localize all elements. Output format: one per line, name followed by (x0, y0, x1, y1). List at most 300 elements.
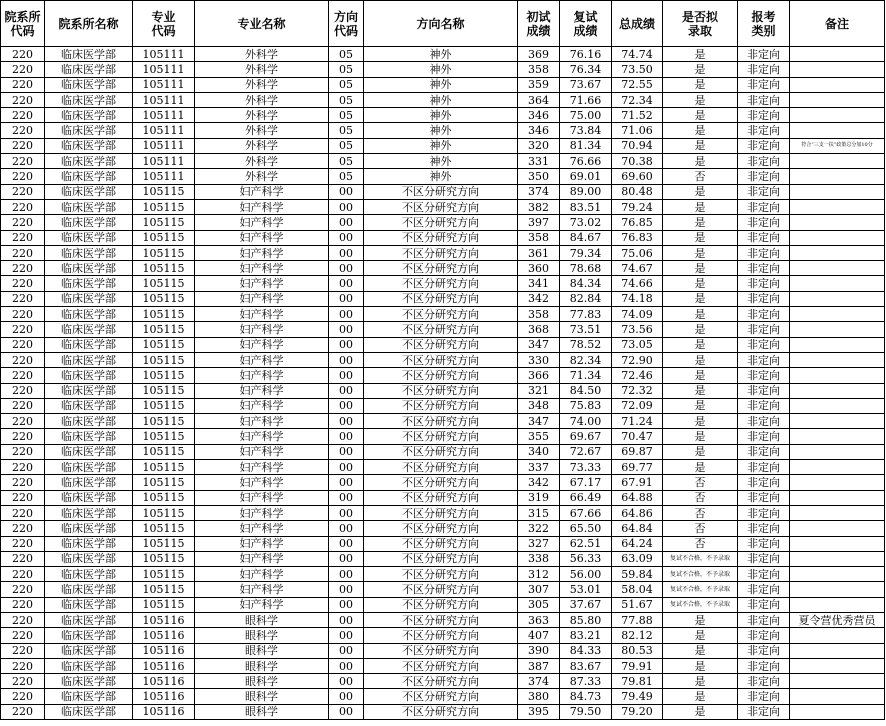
cell-remark (790, 62, 885, 77)
table-row (1, 199, 885, 214)
table-row (1, 505, 885, 520)
cell-direction-code: 00 (329, 689, 364, 704)
cell-major-name: 眼科学 (195, 704, 329, 719)
cell-major-code: 105115 (133, 536, 195, 551)
cell-apply-type: 非定向 (738, 47, 790, 62)
cell-initial-score: 312 (518, 567, 560, 582)
cell-major-name: 眼科学 (195, 628, 329, 643)
cell-direction-name: 神外 (364, 47, 518, 62)
cell-apply-type: 非定向 (738, 597, 790, 612)
cell-major-code: 105116 (133, 628, 195, 643)
cell-dept-name: 临床医学部 (45, 429, 133, 444)
table-body (1, 47, 885, 720)
cell-remark (790, 460, 885, 475)
cell-remark (790, 47, 885, 62)
cell-initial-score: 307 (518, 582, 560, 597)
cell-initial-score: 319 (518, 490, 560, 505)
cell-initial-score: 331 (518, 154, 560, 169)
cell-total-score: 64.86 (612, 505, 663, 520)
cell-major-code: 105115 (133, 521, 195, 536)
cell-dept-code: 220 (1, 444, 45, 459)
cell-direction-name: 神外 (364, 62, 518, 77)
table-row (1, 322, 885, 337)
cell-dept-code: 220 (1, 184, 45, 199)
cell-initial-score: 348 (518, 398, 560, 413)
cell-retest-score: 71.66 (560, 92, 612, 107)
cell-dept-name: 临床医学部 (45, 628, 133, 643)
cell-apply-type: 非定向 (738, 276, 790, 291)
cell-dept-name: 临床医学部 (45, 184, 133, 199)
cell-remark (790, 567, 885, 582)
cell-major-code: 105111 (133, 169, 195, 184)
cell-remark (790, 337, 885, 352)
cell-admit-status: 是 (663, 414, 738, 429)
cell-dept-name: 临床医学部 (45, 505, 133, 520)
cell-major-code: 105115 (133, 337, 195, 352)
cell-remark (790, 307, 885, 322)
cell-major-code: 105115 (133, 444, 195, 459)
cell-direction-code: 00 (329, 230, 364, 245)
table-row (1, 383, 885, 398)
cell-remark (790, 245, 885, 260)
cell-dept-name: 临床医学部 (45, 612, 133, 627)
cell-remark (790, 169, 885, 184)
cell-remark (790, 154, 885, 169)
cell-total-score: 74.09 (612, 307, 663, 322)
cell-retest-score: 81.34 (560, 138, 612, 153)
cell-admit-status: 是 (663, 123, 738, 138)
cell-major-name: 外科学 (195, 123, 329, 138)
cell-major-name: 妇产科学 (195, 245, 329, 260)
header-label: 是否拟 (681, 9, 718, 24)
cell-direction-name: 不区分研究方向 (364, 521, 518, 536)
cell-apply-type: 非定向 (738, 582, 790, 597)
table-row (1, 551, 885, 566)
cell-total-score: 64.84 (612, 521, 663, 536)
cell-total-score: 72.09 (612, 398, 663, 413)
cell-major-code: 105116 (133, 612, 195, 627)
cell-dept-name: 临床医学部 (45, 398, 133, 413)
cell-initial-score: 395 (518, 704, 560, 719)
cell-direction-code: 00 (329, 658, 364, 673)
cell-total-score: 75.06 (612, 245, 663, 260)
cell-remark (790, 230, 885, 245)
cell-total-score: 70.94 (612, 138, 663, 153)
cell-direction-name: 不区分研究方向 (364, 184, 518, 199)
cell-direction-name: 不区分研究方向 (364, 505, 518, 520)
cell-direction-code: 00 (329, 490, 364, 505)
cell-dept-name: 临床医学部 (45, 322, 133, 337)
header-apply-type (738, 1, 790, 47)
cell-initial-score: 337 (518, 460, 560, 475)
cell-apply-type: 非定向 (738, 704, 790, 719)
cell-admit-status: 是 (663, 398, 738, 413)
cell-total-score: 79.81 (612, 674, 663, 689)
cell-direction-name: 不区分研究方向 (364, 582, 518, 597)
cell-remark (790, 276, 885, 291)
cell-apply-type: 非定向 (738, 184, 790, 199)
cell-direction-name: 不区分研究方向 (364, 567, 518, 582)
cell-apply-type: 非定向 (738, 551, 790, 566)
cell-direction-code: 05 (329, 138, 364, 153)
cell-total-score: 72.90 (612, 352, 663, 367)
cell-apply-type: 非定向 (738, 322, 790, 337)
header-label: 备注 (824, 16, 849, 31)
cell-major-name: 妇产科学 (195, 215, 329, 230)
cell-admit-status: 是 (663, 337, 738, 352)
cell-direction-code: 00 (329, 521, 364, 536)
cell-major-name: 妇产科学 (195, 460, 329, 475)
header-label: 报考 (751, 9, 776, 24)
cell-total-score: 51.67 (612, 597, 663, 612)
cell-dept-code: 220 (1, 460, 45, 475)
cell-apply-type: 非定向 (738, 92, 790, 107)
cell-initial-score: 347 (518, 414, 560, 429)
cell-major-code: 105115 (133, 291, 195, 306)
header-admit-status (663, 1, 738, 47)
table-row (1, 536, 885, 551)
cell-direction-name: 不区分研究方向 (364, 398, 518, 413)
cell-direction-code: 00 (329, 567, 364, 582)
cell-remark (790, 108, 885, 123)
cell-admit-status: 复试不合格，不予录取 (663, 582, 738, 597)
cell-retest-score: 84.34 (560, 276, 612, 291)
cell-dept-name: 临床医学部 (45, 460, 133, 475)
cell-total-score: 70.38 (612, 154, 663, 169)
cell-direction-code: 00 (329, 704, 364, 719)
cell-major-code: 105115 (133, 245, 195, 260)
table-row (1, 674, 885, 689)
cell-retest-score: 76.66 (560, 154, 612, 169)
cell-admit-status: 是 (663, 612, 738, 627)
table-row (1, 230, 885, 245)
cell-major-name: 妇产科学 (195, 444, 329, 459)
cell-dept-code: 220 (1, 475, 45, 490)
cell-apply-type: 非定向 (738, 536, 790, 551)
cell-major-code: 105115 (133, 230, 195, 245)
cell-retest-score: 87.33 (560, 674, 612, 689)
cell-dept-name: 临床医学部 (45, 123, 133, 138)
cell-dept-code: 220 (1, 414, 45, 429)
cell-admit-status: 是 (663, 628, 738, 643)
table-row (1, 154, 885, 169)
table-row (1, 689, 885, 704)
cell-retest-score: 76.34 (560, 62, 612, 77)
cell-major-code: 105115 (133, 490, 195, 505)
cell-dept-name: 临床医学部 (45, 658, 133, 673)
cell-retest-score: 67.17 (560, 475, 612, 490)
cell-apply-type: 非定向 (738, 62, 790, 77)
cell-dept-code: 220 (1, 582, 45, 597)
cell-initial-score: 338 (518, 551, 560, 566)
cell-major-code: 105115 (133, 368, 195, 383)
table-row (1, 704, 885, 719)
cell-remark (790, 444, 885, 459)
cell-total-score: 73.56 (612, 322, 663, 337)
cell-retest-score: 75.00 (560, 108, 612, 123)
cell-direction-name: 不区分研究方向 (364, 643, 518, 658)
cell-total-score: 80.48 (612, 184, 663, 199)
cell-apply-type: 非定向 (738, 154, 790, 169)
cell-admit-status: 否 (663, 505, 738, 520)
cell-initial-score: 342 (518, 475, 560, 490)
cell-admit-status: 是 (663, 154, 738, 169)
cell-major-code: 105116 (133, 689, 195, 704)
cell-apply-type: 非定向 (738, 612, 790, 627)
cell-remark: 夏令营优秀营员 (790, 612, 885, 627)
cell-admit-status: 是 (663, 215, 738, 230)
cell-initial-score: 350 (518, 169, 560, 184)
cell-retest-score: 75.83 (560, 398, 612, 413)
cell-admit-status: 是 (663, 77, 738, 92)
cell-major-code: 105111 (133, 108, 195, 123)
cell-direction-name: 不区分研究方向 (364, 551, 518, 566)
cell-dept-name: 临床医学部 (45, 689, 133, 704)
table-row (1, 169, 885, 184)
cell-direction-name: 不区分研究方向 (364, 612, 518, 627)
cell-direction-name: 神外 (364, 154, 518, 169)
cell-major-name: 眼科学 (195, 612, 329, 627)
cell-direction-code: 00 (329, 368, 364, 383)
cell-major-name: 外科学 (195, 92, 329, 107)
cell-direction-code: 05 (329, 169, 364, 184)
cell-dept-name: 临床医学部 (45, 352, 133, 367)
cell-direction-name: 不区分研究方向 (364, 429, 518, 444)
cell-apply-type: 非定向 (738, 337, 790, 352)
cell-dept-name: 临床医学部 (45, 674, 133, 689)
cell-major-code: 105115 (133, 460, 195, 475)
cell-initial-score: 341 (518, 276, 560, 291)
cell-direction-name: 不区分研究方向 (364, 230, 518, 245)
cell-major-code: 105115 (133, 322, 195, 337)
cell-initial-score: 361 (518, 245, 560, 260)
header-label: 代码 (151, 23, 176, 38)
cell-major-code: 105115 (133, 597, 195, 612)
cell-apply-type: 非定向 (738, 643, 790, 658)
cell-apply-type: 非定向 (738, 199, 790, 214)
cell-major-name: 眼科学 (195, 674, 329, 689)
cell-remark: 符合“三支一扶”政策总分加10分 (790, 138, 885, 153)
table-row (1, 414, 885, 429)
cell-total-score: 74.66 (612, 276, 663, 291)
cell-retest-score: 56.00 (560, 567, 612, 582)
cell-total-score: 71.52 (612, 108, 663, 123)
cell-dept-code: 220 (1, 261, 45, 276)
cell-major-name: 妇产科学 (195, 505, 329, 520)
cell-initial-score: 360 (518, 261, 560, 276)
header-label: 方向 (333, 9, 358, 24)
table-row (1, 460, 885, 475)
table-row (1, 138, 885, 153)
header-row (1, 1, 885, 47)
cell-dept-code: 220 (1, 123, 45, 138)
cell-direction-name: 不区分研究方向 (364, 276, 518, 291)
cell-apply-type: 非定向 (738, 567, 790, 582)
cell-total-score: 67.91 (612, 475, 663, 490)
cell-dept-name: 临床医学部 (45, 108, 133, 123)
cell-dept-name: 临床医学部 (45, 567, 133, 582)
cell-dept-code: 220 (1, 245, 45, 260)
cell-major-code: 105115 (133, 307, 195, 322)
cell-total-score: 79.49 (612, 689, 663, 704)
cell-direction-name: 神外 (364, 123, 518, 138)
cell-total-score: 71.24 (612, 414, 663, 429)
cell-major-name: 眼科学 (195, 658, 329, 673)
cell-dept-code: 220 (1, 429, 45, 444)
cell-retest-score: 53.01 (560, 582, 612, 597)
cell-remark (790, 352, 885, 367)
cell-retest-score: 62.51 (560, 536, 612, 551)
cell-initial-score: 330 (518, 352, 560, 367)
table-row (1, 658, 885, 673)
cell-apply-type: 非定向 (738, 108, 790, 123)
cell-admit-status: 是 (663, 444, 738, 459)
cell-direction-name: 不区分研究方向 (364, 352, 518, 367)
cell-admit-status: 是 (663, 674, 738, 689)
cell-retest-score: 78.52 (560, 337, 612, 352)
table-row (1, 643, 885, 658)
cell-dept-name: 临床医学部 (45, 582, 133, 597)
cell-apply-type: 非定向 (738, 460, 790, 475)
cell-total-score: 82.12 (612, 628, 663, 643)
cell-dept-code: 220 (1, 643, 45, 658)
cell-retest-score: 85.80 (560, 612, 612, 627)
header-label: 专业名称 (237, 16, 286, 31)
cell-major-name: 妇产科学 (195, 383, 329, 398)
cell-admit-status: 是 (663, 261, 738, 276)
cell-major-name: 眼科学 (195, 643, 329, 658)
cell-apply-type: 非定向 (738, 123, 790, 138)
header-major-name (195, 1, 329, 47)
cell-retest-score: 71.34 (560, 368, 612, 383)
cell-retest-score: 73.84 (560, 123, 612, 138)
header-label: 专业 (151, 9, 176, 24)
cell-retest-score: 69.67 (560, 429, 612, 444)
cell-total-score: 64.88 (612, 490, 663, 505)
cell-admit-status: 是 (663, 184, 738, 199)
cell-direction-code: 05 (329, 123, 364, 138)
cell-apply-type: 非定向 (738, 429, 790, 444)
cell-remark (790, 490, 885, 505)
cell-admit-status: 是 (663, 108, 738, 123)
cell-major-code: 105115 (133, 414, 195, 429)
cell-apply-type: 非定向 (738, 77, 790, 92)
cell-apply-type: 非定向 (738, 689, 790, 704)
cell-dept-code: 220 (1, 567, 45, 582)
cell-dept-name: 临床医学部 (45, 383, 133, 398)
cell-remark (790, 77, 885, 92)
cell-dept-code: 220 (1, 368, 45, 383)
cell-initial-score: 382 (518, 199, 560, 214)
cell-direction-name: 不区分研究方向 (364, 337, 518, 352)
header-label: 录取 (687, 23, 712, 38)
cell-direction-code: 05 (329, 108, 364, 123)
cell-admit-status: 是 (663, 62, 738, 77)
cell-dept-name: 临床医学部 (45, 215, 133, 230)
cell-major-code: 105116 (133, 643, 195, 658)
cell-remark (790, 368, 885, 383)
table-row (1, 398, 885, 413)
cell-direction-code: 00 (329, 505, 364, 520)
cell-dept-code: 220 (1, 505, 45, 520)
cell-initial-score: 358 (518, 230, 560, 245)
cell-remark (790, 123, 885, 138)
cell-remark (790, 398, 885, 413)
cell-total-score: 80.53 (612, 643, 663, 658)
header-direction-name (364, 1, 518, 47)
cell-apply-type: 非定向 (738, 291, 790, 306)
header-label: 复试 (573, 9, 598, 24)
cell-dept-code: 220 (1, 536, 45, 551)
cell-major-name: 外科学 (195, 77, 329, 92)
cell-major-name: 妇产科学 (195, 230, 329, 245)
cell-apply-type: 非定向 (738, 169, 790, 184)
cell-apply-type: 非定向 (738, 398, 790, 413)
table-row (1, 368, 885, 383)
cell-apply-type: 非定向 (738, 628, 790, 643)
cell-total-score: 72.55 (612, 77, 663, 92)
cell-dept-code: 220 (1, 521, 45, 536)
cell-remark (790, 689, 885, 704)
cell-admit-status: 否 (663, 490, 738, 505)
cell-remark (790, 92, 885, 107)
cell-dept-code: 220 (1, 62, 45, 77)
cell-direction-code: 00 (329, 460, 364, 475)
cell-direction-code: 00 (329, 674, 364, 689)
cell-direction-name: 神外 (364, 138, 518, 153)
cell-remark (790, 429, 885, 444)
cell-initial-score: 340 (518, 444, 560, 459)
cell-direction-code: 05 (329, 77, 364, 92)
cell-dept-code: 220 (1, 138, 45, 153)
cell-admit-status: 是 (663, 368, 738, 383)
cell-total-score: 79.24 (612, 199, 663, 214)
cell-direction-code: 00 (329, 582, 364, 597)
cell-initial-score: 380 (518, 689, 560, 704)
header-major-code (133, 1, 195, 47)
cell-major-name: 妇产科学 (195, 291, 329, 306)
table-row (1, 92, 885, 107)
cell-dept-name: 临床医学部 (45, 276, 133, 291)
cell-admit-status: 是 (663, 199, 738, 214)
cell-direction-code: 00 (329, 444, 364, 459)
cell-major-name: 外科学 (195, 154, 329, 169)
cell-total-score: 74.74 (612, 47, 663, 62)
cell-major-name: 妇产科学 (195, 582, 329, 597)
cell-direction-code: 00 (329, 414, 364, 429)
cell-apply-type: 非定向 (738, 414, 790, 429)
cell-dept-name: 临床医学部 (45, 337, 133, 352)
cell-direction-name: 不区分研究方向 (364, 322, 518, 337)
cell-total-score: 69.87 (612, 444, 663, 459)
cell-initial-score: 321 (518, 383, 560, 398)
cell-dept-name: 临床医学部 (45, 138, 133, 153)
cell-initial-score: 342 (518, 291, 560, 306)
cell-initial-score: 407 (518, 628, 560, 643)
cell-direction-code: 00 (329, 352, 364, 367)
cell-major-code: 105111 (133, 47, 195, 62)
table-row (1, 352, 885, 367)
cell-retest-score: 84.73 (560, 689, 612, 704)
cell-dept-name: 临床医学部 (45, 62, 133, 77)
cell-apply-type: 非定向 (738, 658, 790, 673)
cell-dept-name: 临床医学部 (45, 307, 133, 322)
cell-major-name: 妇产科学 (195, 337, 329, 352)
cell-retest-score: 84.50 (560, 383, 612, 398)
cell-apply-type: 非定向 (738, 444, 790, 459)
cell-dept-code: 220 (1, 215, 45, 230)
cell-admit-status: 是 (663, 460, 738, 475)
